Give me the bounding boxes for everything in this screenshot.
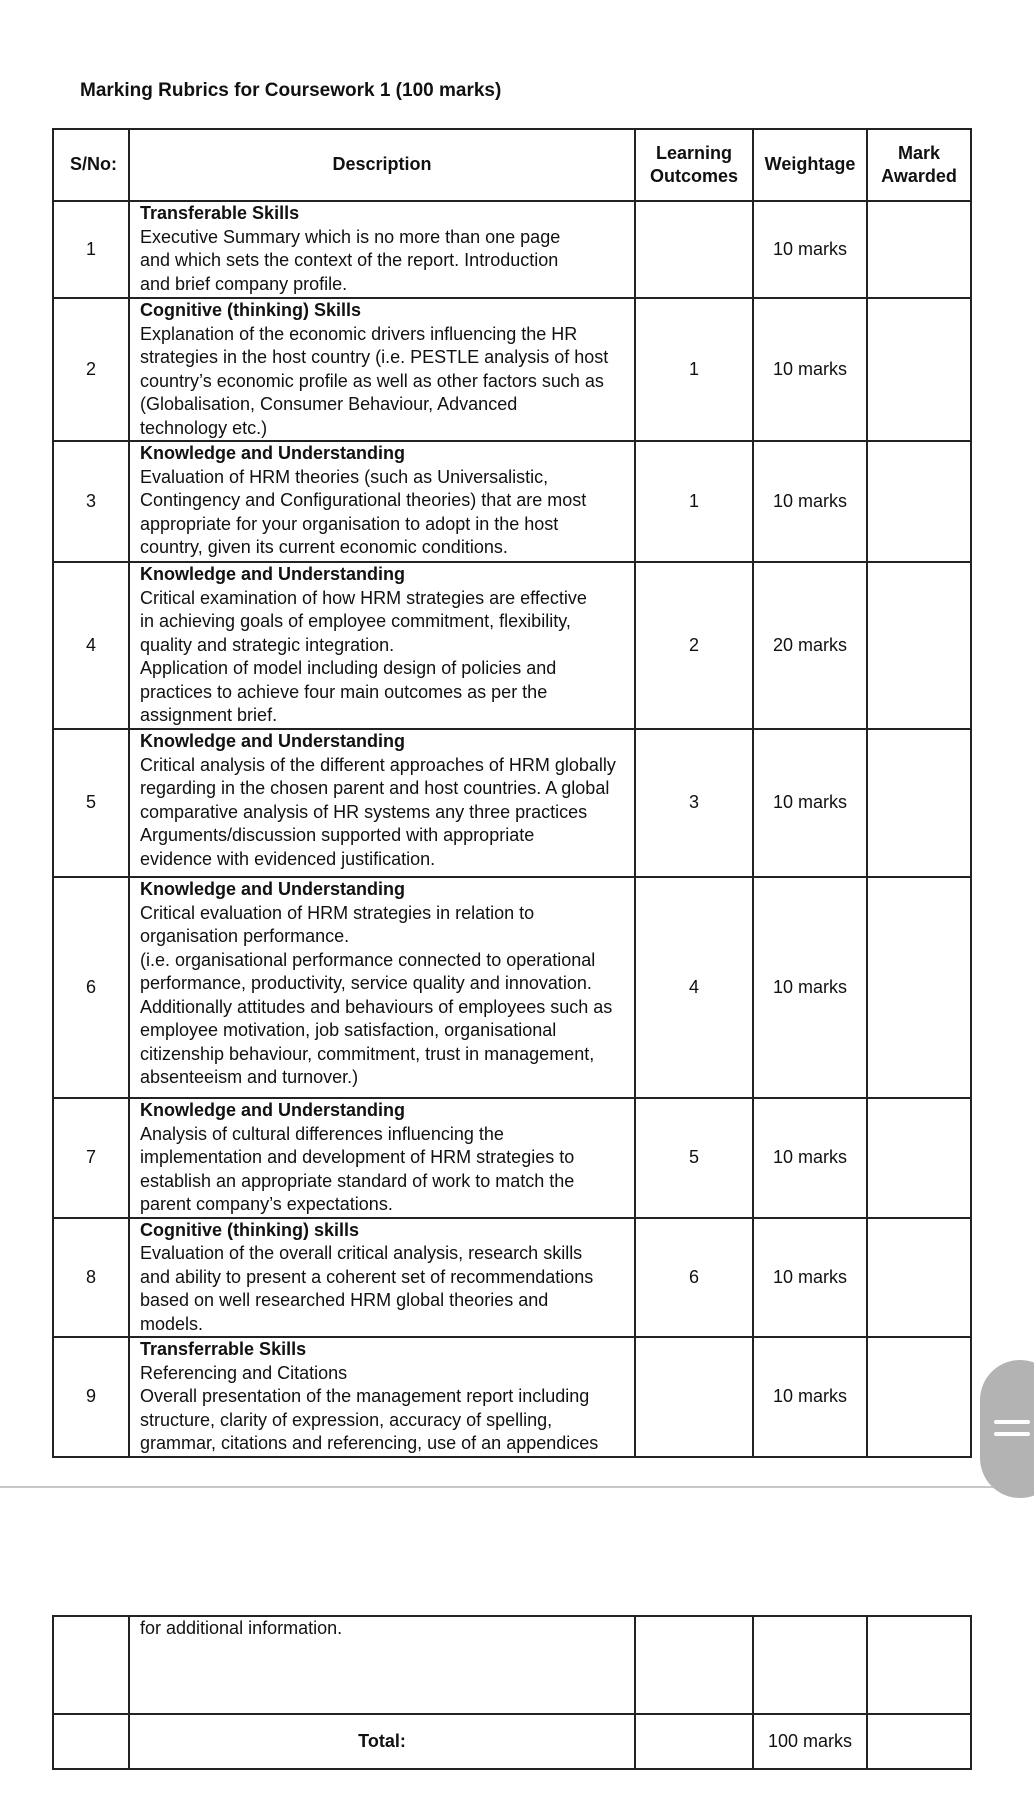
row-number: 7	[53, 1098, 129, 1218]
continuation-text: for additional information.	[129, 1616, 635, 1714]
header-sno: S/No:	[53, 129, 129, 201]
row-description-line: citizenship behaviour, commitment, trust in management,	[140, 1043, 595, 1064]
table-row	[53, 298, 971, 441]
grip-line-icon	[994, 1432, 1030, 1436]
row-description	[129, 201, 635, 298]
table-header-row	[53, 129, 971, 201]
total-mark-cell	[867, 1714, 971, 1769]
row-description	[129, 1337, 635, 1457]
row-weightage: 10 marks	[753, 877, 867, 1098]
row-description-line: absenteeism and turnover.)	[140, 1067, 359, 1087]
header-mark-awarded	[867, 129, 971, 201]
row-weightage: 10 marks	[753, 1337, 867, 1457]
row-description	[129, 1218, 635, 1338]
total-lo-cell	[635, 1714, 753, 1769]
row-description-line: appropriate for your organisation to adopt in the host	[140, 513, 559, 534]
row-description-line: Contingency and Configurational theories) that are most	[140, 490, 587, 510]
row-number: 3	[53, 441, 129, 562]
row-weightage: 10 marks	[753, 729, 867, 877]
row-learning-outcome: 4	[635, 877, 753, 1098]
row-number: 6	[53, 877, 129, 1098]
row-description-line: practices to achieve four main outcomes as per the	[140, 681, 548, 702]
row-category: Cognitive (thinking) Skills	[140, 300, 362, 320]
row-description-line: assignment brief.	[140, 705, 278, 725]
header-mark-awarded-line2: Awarded	[881, 166, 957, 186]
row-weightage: 20 marks	[753, 562, 867, 729]
row-description-line: Evaluation of the overall critical analysis, research skills	[140, 1243, 583, 1263]
continuation-sno-cell	[53, 1616, 129, 1714]
row-description-line: Critical examination of how HRM strategies are effective	[140, 587, 587, 608]
row-category: Transferable Skills	[140, 203, 300, 223]
row-description-line: strategies in the host country (i.e. PESTLE analysis of host	[140, 347, 609, 367]
row-number: 1	[53, 201, 129, 298]
row-category: Knowledge and Understanding	[140, 879, 406, 899]
row-description-line: Arguments/discussion supported with appropriate	[140, 825, 535, 845]
row-description-line: performance, productivity, service quality and innovation.	[140, 973, 592, 993]
row-mark-awarded	[867, 877, 971, 1098]
row-learning-outcome	[635, 201, 753, 298]
table-row	[53, 201, 971, 298]
continuation-weight-cell	[753, 1616, 867, 1714]
row-category: Knowledge and Understanding	[140, 564, 406, 584]
row-description-line: Additionally attitudes and behaviours of employees such as	[140, 996, 613, 1017]
row-weightage: 10 marks	[753, 1218, 867, 1338]
row-number: 4	[53, 562, 129, 729]
row-description-line: regarding in the chosen parent and host countries. A global	[140, 778, 610, 798]
row-description-line: organisation performance.	[140, 926, 350, 946]
row-learning-outcome: 2	[635, 562, 753, 729]
row-description-line: and brief company profile.	[140, 273, 348, 294]
page-title: Marking Rubrics for Coursework 1 (100 marks)	[80, 80, 502, 101]
header-learning-outcomes-line2: Outcomes	[649, 166, 739, 186]
row-weightage: 10 marks	[753, 441, 867, 562]
row-description-line: Executive Summary which is no more than one page	[140, 226, 561, 247]
row-description-line: (i.e. organisational performance connected to operational	[140, 949, 596, 970]
row-mark-awarded	[867, 1337, 971, 1457]
row-number: 5	[53, 729, 129, 877]
rubric-continuation-table	[52, 1615, 972, 1770]
row-description-line: technology etc.)	[140, 417, 268, 438]
row-category: Knowledge and Understanding	[140, 1100, 406, 1120]
row-category: Knowledge and Understanding	[140, 731, 406, 751]
table-row	[53, 1218, 971, 1338]
row-learning-outcome: 5	[635, 1098, 753, 1218]
row-learning-outcome: 1	[635, 298, 753, 441]
row-description-line: evidence with evidenced justification.	[140, 848, 436, 869]
row-description-line: implementation and development of HRM strategies to	[140, 1147, 575, 1167]
table-row	[53, 877, 971, 1098]
total-sno-cell	[53, 1714, 129, 1769]
row-description-line: country’s economic profile as well as other factors such as	[140, 370, 604, 391]
row-description	[129, 1098, 635, 1218]
row-mark-awarded	[867, 562, 971, 729]
row-description-line: quality and strategic integration.	[140, 634, 395, 655]
table-row	[53, 729, 971, 877]
row-description-line: (Globalisation, Consumer Behaviour, Advanced	[140, 394, 518, 414]
row-mark-awarded	[867, 201, 971, 298]
header-mark-awarded-line1: Mark	[897, 142, 941, 163]
row-description-line: comparative analysis of HR systems any three practices	[140, 801, 588, 822]
row-category: Cognitive (thinking) skills	[140, 1219, 360, 1240]
row-mark-awarded	[867, 298, 971, 441]
row-description-line: and which sets the context of the report. Introduction	[140, 250, 559, 270]
row-description-line: country, given its current economic conditions.	[140, 537, 508, 557]
row-number: 2	[53, 298, 129, 441]
row-description	[129, 298, 635, 441]
table-row	[53, 562, 971, 729]
table-row	[53, 441, 971, 562]
row-weightage: 10 marks	[753, 298, 867, 441]
header-learning-outcomes-line1: Learning	[655, 142, 732, 163]
row-number: 8	[53, 1218, 129, 1338]
row-description-line: Application of model including design of policies and	[140, 658, 557, 678]
row-mark-awarded	[867, 729, 971, 877]
row-description	[129, 877, 635, 1098]
total-row	[53, 1714, 971, 1769]
row-learning-outcome	[635, 1337, 753, 1457]
row-description-line: Analysis of cultural differences influencing the	[140, 1123, 504, 1144]
header-weightage: Weightage	[753, 129, 867, 201]
row-description-line: Referencing and Citations	[140, 1362, 348, 1383]
row-description	[129, 562, 635, 729]
row-number: 9	[53, 1337, 129, 1457]
total-label: Total:	[129, 1714, 635, 1769]
row-description-line: structure, clarity of expression, accuracy of spelling,	[140, 1409, 553, 1430]
row-category: Knowledge and Understanding	[140, 443, 406, 463]
row-description-line: Evaluation of HRM theories (such as Universalistic,	[140, 466, 549, 487]
row-description-line: establish an appropriate standard of work to match the	[140, 1170, 575, 1191]
row-description	[129, 729, 635, 877]
row-mark-awarded	[867, 441, 971, 562]
row-description-line: grammar, citations and referencing, use of an appendices	[140, 1433, 599, 1453]
row-mark-awarded	[867, 1098, 971, 1218]
rubric-table	[52, 128, 972, 1458]
row-description-line: Critical analysis of the different approaches of HRM globally	[140, 754, 616, 775]
row-description-line: employee motivation, job satisfaction, organisational	[140, 1020, 557, 1040]
row-description-line: Explanation of the economic drivers influencing the HR	[140, 323, 578, 344]
row-learning-outcome: 3	[635, 729, 753, 877]
header-description: Description	[129, 129, 635, 201]
row-description-line: and ability to present a coherent set of recommendations	[140, 1266, 594, 1287]
row-category: Transferrable Skills	[140, 1339, 307, 1359]
table-row	[53, 1098, 971, 1218]
row-description-line: in achieving goals of employee commitment, flexibility,	[140, 611, 571, 631]
row-weightage: 10 marks	[753, 1098, 867, 1218]
row-description-line: based on well researched HRM global theories and	[140, 1290, 549, 1310]
row-description-line: models.	[140, 1313, 204, 1334]
row-description	[129, 441, 635, 562]
row-learning-outcome: 1	[635, 441, 753, 562]
grip-line-icon	[994, 1420, 1030, 1424]
row-description-line: Critical evaluation of HRM strategies in relation to	[140, 902, 535, 923]
table-row	[53, 1337, 971, 1457]
row-learning-outcome: 6	[635, 1218, 753, 1338]
row-description-line: Overall presentation of the management report including	[140, 1386, 590, 1406]
total-weight: 100 marks	[753, 1714, 867, 1769]
row-mark-awarded	[867, 1218, 971, 1338]
continuation-mark-cell	[867, 1616, 971, 1714]
row-description-line: parent company’s expectations.	[140, 1194, 393, 1214]
continuation-row	[53, 1616, 971, 1714]
header-learning-outcomes	[635, 129, 753, 201]
page-divider	[0, 1486, 1034, 1488]
continuation-lo-cell	[635, 1616, 753, 1714]
scroll-handle[interactable]	[980, 1360, 1034, 1498]
row-weightage: 10 marks	[753, 201, 867, 298]
